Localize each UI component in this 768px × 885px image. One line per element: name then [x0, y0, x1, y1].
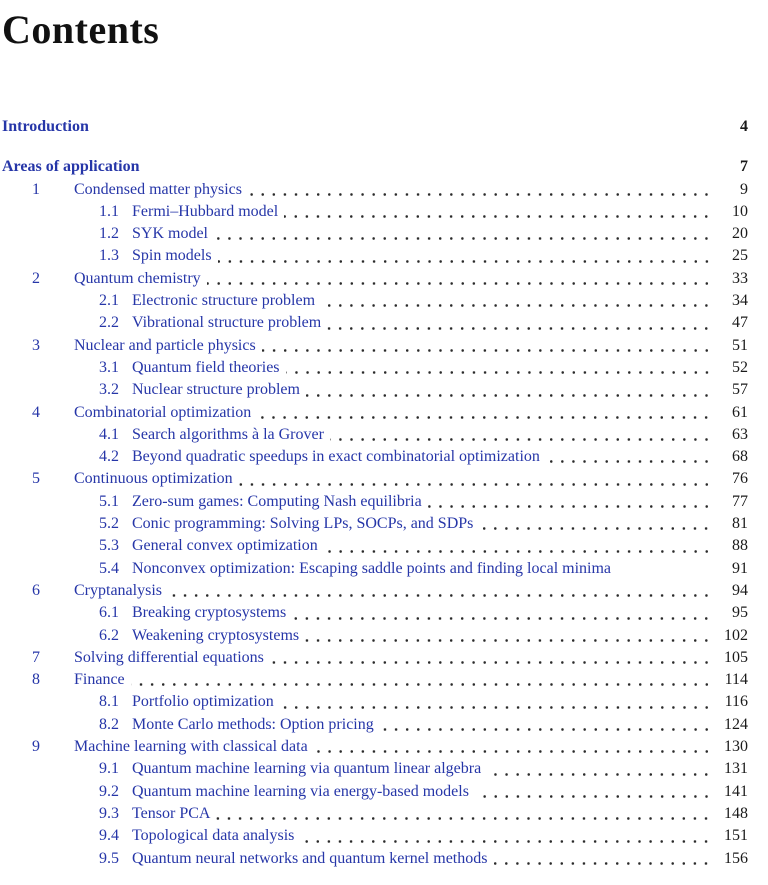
toc-entry-label[interactable]: Cryptanalysis — [74, 581, 162, 599]
toc-entry — [2, 335, 748, 357]
toc-entry — [2, 602, 748, 624]
toc-entry-label[interactable]: Breaking cryptosystems — [132, 604, 287, 622]
dot-leader — [300, 839, 712, 844]
toc-entry — [2, 580, 748, 602]
toc-entry-page: 63 — [732, 425, 748, 443]
toc-entry-number[interactable]: 6.2 — [99, 626, 119, 644]
toc-entry-number[interactable]: 5.4 — [99, 559, 119, 577]
toc-entry-page: 105 — [724, 648, 748, 666]
page-title: Contents — [2, 7, 160, 52]
toc-entry-page: 20 — [732, 225, 748, 243]
toc-entry-number[interactable]: 2.1 — [99, 292, 119, 310]
toc-entry-label[interactable]: Search algorithms à la Grover — [132, 425, 324, 443]
toc-entry — [2, 535, 748, 557]
toc-entry-page: 124 — [724, 715, 748, 733]
toc-entry-number[interactable]: 9.3 — [99, 804, 119, 822]
dot-leader — [218, 259, 712, 264]
toc-entry-page: 116 — [724, 693, 748, 711]
toc-entry — [2, 290, 748, 312]
toc-entry — [2, 468, 748, 490]
dot-leader — [292, 616, 712, 621]
toc-entry — [2, 647, 748, 669]
toc-entry-number[interactable]: 8.1 — [99, 693, 119, 711]
dot-leader — [479, 526, 712, 531]
dot-leader — [324, 549, 712, 554]
toc-entry — [2, 781, 748, 803]
toc-entry-label[interactable]: Tensor PCA — [132, 804, 211, 822]
toc-entry-page: 4 — [740, 118, 748, 135]
toc-entry-label[interactable]: Introduction — [2, 118, 89, 135]
toc-entry — [2, 848, 748, 870]
toc-entry-page: 131 — [724, 760, 748, 778]
toc-entry — [2, 268, 748, 290]
dot-leader — [305, 638, 712, 643]
toc-entry — [2, 513, 748, 535]
toc-entry-label[interactable]: Portfolio optimization — [132, 693, 274, 711]
toc-entry-page: 88 — [732, 537, 748, 555]
dot-leader — [617, 571, 712, 576]
toc-entry-page: 148 — [724, 804, 748, 822]
toc-entry-number[interactable]: 1.2 — [99, 225, 119, 243]
dot-leader — [95, 129, 712, 134]
toc-entry-label[interactable]: Quantum field theories — [132, 358, 280, 376]
toc-entry — [2, 758, 748, 780]
toc-entry-label[interactable]: Quantum machine learning via quantum linear algebra — [132, 760, 482, 778]
toc-entry-page: 81 — [732, 515, 748, 533]
dot-leader — [145, 170, 712, 175]
toc-entry-number[interactable]: 9.4 — [99, 827, 119, 845]
toc-entry — [2, 379, 748, 401]
toc-entry-label[interactable]: Conic programming: Solving LPs, SOCPs, and SDPs — [132, 515, 474, 533]
toc-entry-page: 76 — [732, 470, 748, 488]
toc-entry — [2, 491, 748, 513]
toc-entry — [2, 558, 748, 580]
dot-leader — [330, 437, 712, 442]
toc-entry-page: 47 — [732, 314, 748, 332]
dot-leader — [262, 348, 712, 353]
toc-entry — [2, 245, 748, 267]
toc-entry-label[interactable]: Electronic structure problem — [132, 292, 316, 310]
toc-entry-label[interactable]: Spin models — [132, 247, 212, 265]
dot-leader — [207, 281, 712, 286]
toc-entry-label[interactable]: Quantum machine learning via energy-based models — [132, 782, 469, 800]
toc-entry-page: 141 — [724, 782, 748, 800]
dot-leader — [168, 593, 712, 598]
toc-entry-page: 95 — [732, 604, 748, 622]
toc-entry-page: 52 — [732, 358, 748, 376]
dot-leader — [214, 236, 712, 241]
toc-entry-page: 114 — [724, 671, 748, 689]
toc-entry-number[interactable]: 9 — [32, 738, 40, 756]
toc-entry — [2, 625, 748, 647]
table-of-contents — [2, 116, 748, 870]
toc-entry-number[interactable]: 9.2 — [99, 782, 119, 800]
toc-entry-label[interactable]: Quantum chemistry — [74, 269, 201, 287]
toc-entry-page: 68 — [732, 448, 748, 466]
toc-entry-page: 7 — [740, 158, 748, 176]
toc-entry — [2, 116, 748, 138]
dot-leader — [216, 816, 712, 821]
toc-entry-number[interactable]: 2.2 — [99, 314, 119, 332]
toc-entry-number[interactable]: 5.2 — [99, 515, 119, 533]
dot-leader — [284, 214, 712, 219]
toc-entry — [2, 669, 748, 691]
dot-leader — [546, 459, 712, 464]
toc-entry-number[interactable]: 5.3 — [99, 537, 119, 555]
toc-entry-label[interactable]: Finance — [74, 671, 125, 689]
toc-entry-label[interactable]: Areas of application — [2, 158, 140, 176]
toc-entry-number[interactable]: 8.2 — [99, 715, 119, 733]
toc-entry-page: 25 — [732, 247, 748, 265]
toc-entry-label[interactable]: Fermi–Hubbard model — [132, 202, 279, 220]
toc-entry-page: 91 — [732, 559, 748, 577]
toc-entry-label[interactable]: SYK model — [132, 225, 208, 243]
toc-entry — [2, 402, 748, 424]
toc-entry-label[interactable]: Monte Carlo methods: Option pricing — [132, 715, 374, 733]
toc-entry-number[interactable]: 6.1 — [99, 604, 119, 622]
toc-entry — [2, 201, 748, 223]
toc-entry — [2, 446, 748, 468]
toc-entry-number[interactable]: 5 — [32, 470, 40, 488]
toc-entry-page: 51 — [732, 336, 748, 354]
toc-entry — [2, 691, 748, 713]
toc-entry-number[interactable]: 8 — [32, 671, 40, 689]
toc-entry-page: 34 — [732, 292, 748, 310]
toc-entry-number[interactable]: 2 — [32, 269, 40, 287]
dot-leader — [493, 861, 712, 866]
toc-entry-number[interactable]: 1.1 — [99, 202, 119, 220]
toc-entry-number[interactable]: 4.1 — [99, 425, 119, 443]
toc-entry-number[interactable]: 3 — [32, 336, 40, 354]
toc-entry — [2, 825, 748, 847]
toc-entry-number[interactable]: 1 — [32, 180, 40, 198]
toc-entry — [2, 223, 748, 245]
toc-entry-label[interactable]: Topological data analysis — [132, 827, 295, 845]
toc-entry-number[interactable]: 7 — [32, 648, 40, 666]
toc-entry — [2, 736, 748, 758]
toc-entry-number[interactable]: 1.3 — [99, 247, 119, 265]
toc-entry-label[interactable]: Continuous optimization — [74, 470, 233, 488]
toc-entry-number[interactable]: 9.1 — [99, 760, 119, 778]
toc-entry-number[interactable]: 5.1 — [99, 492, 119, 510]
toc-entry-page: 156 — [724, 849, 748, 867]
dot-leader — [428, 504, 712, 509]
toc-entry-label[interactable]: Nuclear structure problem — [132, 381, 300, 399]
toc-entry-number[interactable]: 6 — [32, 581, 40, 599]
dot-leader — [314, 749, 712, 754]
dot-leader — [286, 370, 712, 375]
toc-entry-label[interactable]: Condensed matter physics — [74, 180, 242, 198]
toc-entry-page: 10 — [732, 202, 748, 220]
toc-entry-page: 94 — [732, 581, 748, 599]
toc-entry — [2, 156, 748, 178]
dot-leader — [321, 303, 712, 308]
toc-entry-number[interactable]: 3.2 — [99, 381, 119, 399]
dot-leader — [280, 705, 712, 710]
dot-leader — [248, 192, 712, 197]
toc-entry-label[interactable]: Solving differential equations — [74, 648, 264, 666]
dot-leader — [475, 794, 712, 799]
toc-entry-page: 151 — [724, 827, 748, 845]
dot-leader — [380, 727, 712, 732]
toc-entry-page: 33 — [732, 269, 748, 287]
dot-leader — [327, 326, 712, 331]
dot-leader — [131, 682, 712, 687]
dot-leader — [239, 482, 712, 487]
toc-entry-label[interactable]: Beyond quadratic speedups in exact combinatorial optimization — [132, 448, 540, 466]
toc-entry — [2, 803, 748, 825]
toc-entry-page: 9 — [740, 180, 748, 198]
dot-leader — [270, 660, 712, 665]
toc-entry-label[interactable]: Zero-sum games: Computing Nash equilibria — [132, 492, 422, 510]
toc-entry-number[interactable]: 9.5 — [99, 849, 119, 867]
toc-entry-label[interactable]: Quantum neural networks and quantum kernel methods — [132, 849, 488, 867]
dot-leader — [487, 772, 712, 777]
toc-entry — [2, 714, 748, 736]
toc-entry — [2, 179, 748, 201]
toc-entry-number[interactable]: 4.2 — [99, 448, 119, 466]
toc-entry-label[interactable]: Combinatorial optimization — [74, 403, 252, 421]
toc-entry-page: 102 — [724, 626, 748, 644]
toc-entry-label[interactable]: General convex optimization — [132, 537, 318, 555]
toc-entry-page: 77 — [732, 492, 748, 510]
toc-entry — [2, 312, 748, 334]
toc-entry — [2, 424, 748, 446]
toc-entry-page: 57 — [732, 381, 748, 399]
dot-leader — [257, 415, 712, 420]
toc-entry-page: 61 — [732, 403, 748, 421]
toc-entry — [2, 357, 748, 379]
toc-entry-page: 130 — [724, 738, 748, 756]
toc-entry-number[interactable]: 4 — [32, 403, 40, 421]
toc-entry-label[interactable]: Nuclear and particle physics — [74, 336, 256, 354]
dot-leader — [306, 393, 712, 398]
toc-entry-label[interactable]: Nonconvex optimization: Escaping saddle points and finding local minima — [132, 559, 612, 577]
toc-entry-label[interactable]: Machine learning with classical data — [74, 738, 308, 756]
toc-entry-number[interactable]: 3.1 — [99, 358, 119, 376]
toc-entry-label[interactable]: Vibrational structure problem — [132, 314, 322, 332]
toc-entry-label[interactable]: Weakening cryptosystems — [132, 626, 300, 644]
